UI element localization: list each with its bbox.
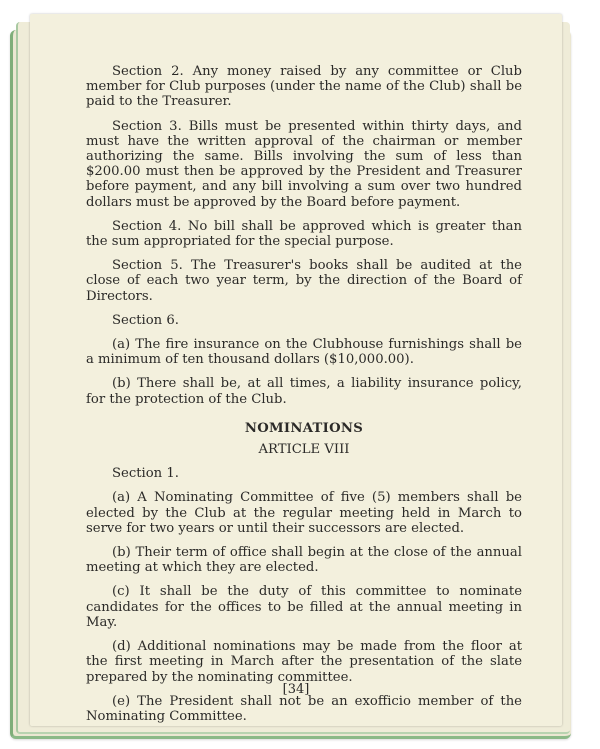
section-1a-paragraph: (a) A Nominating Committee of five (5) members shall be elected by the Club at the regular meeting held in March to serve for two years or until their successors are elected. [86, 490, 522, 536]
section-2-paragraph: Section 2. Any money raised by any committee or Club member for Club purposes (under the name of the Club) shall be paid to the Treasurer. [86, 64, 522, 110]
section-1b-paragraph: (b) Their term of office shall begin at the close of the annual meeting at which they are elected. [86, 545, 522, 576]
section-6a-paragraph: (a) The fire insurance on the Clubhouse furnishings shall be a minimum of ten thousand dollars ($10,000.00). [86, 337, 522, 368]
section-3-paragraph: Section 3. Bills must be presented within thirty days, and must have the written approval of the chairman or member authorizing the same. Bills involving the sum of less than $200.00 must then be approved by the President and Treasurer before payment, and any bill involving a sum over two hundred dollars must be approved by the Board before payment. [86, 118, 522, 210]
section-1-label: Section 1. [112, 466, 179, 482]
section-1c-paragraph: (c) It shall be the duty of this committee to nominate candidates for the offices to be filled at the annual meeting in May. [86, 584, 522, 630]
article-heading: ARTICLE VIII [258, 442, 350, 458]
section-1e-paragraph: (e) The President shall not be an exofficio member of the Nominating Committee. [86, 693, 522, 724]
section-6-label: Section 6. [112, 312, 179, 328]
page-number: [34] [282, 682, 310, 697]
section-6b-paragraph: (b) There shall be, at all times, a liability insurance policy, for the protection of the Club. [86, 376, 522, 407]
section-1d-paragraph: (d) Additional nominations may be made from the floor at the first meeting in March after the presentation of the slate prepared by the nominating committee. [86, 639, 522, 685]
document-page [30, 14, 562, 726]
section-5-paragraph: Section 5. The Treasurer's books shall be audited at the close of each two year term, by the direction of the Board of Directors. [86, 258, 522, 304]
section-4-paragraph: Section 4. No bill shall be approved which is greater than the sum appropriated for the special purpose. [86, 218, 522, 250]
nominations-heading: NOMINATIONS [244, 420, 364, 436]
page-body [86, 64, 522, 724]
